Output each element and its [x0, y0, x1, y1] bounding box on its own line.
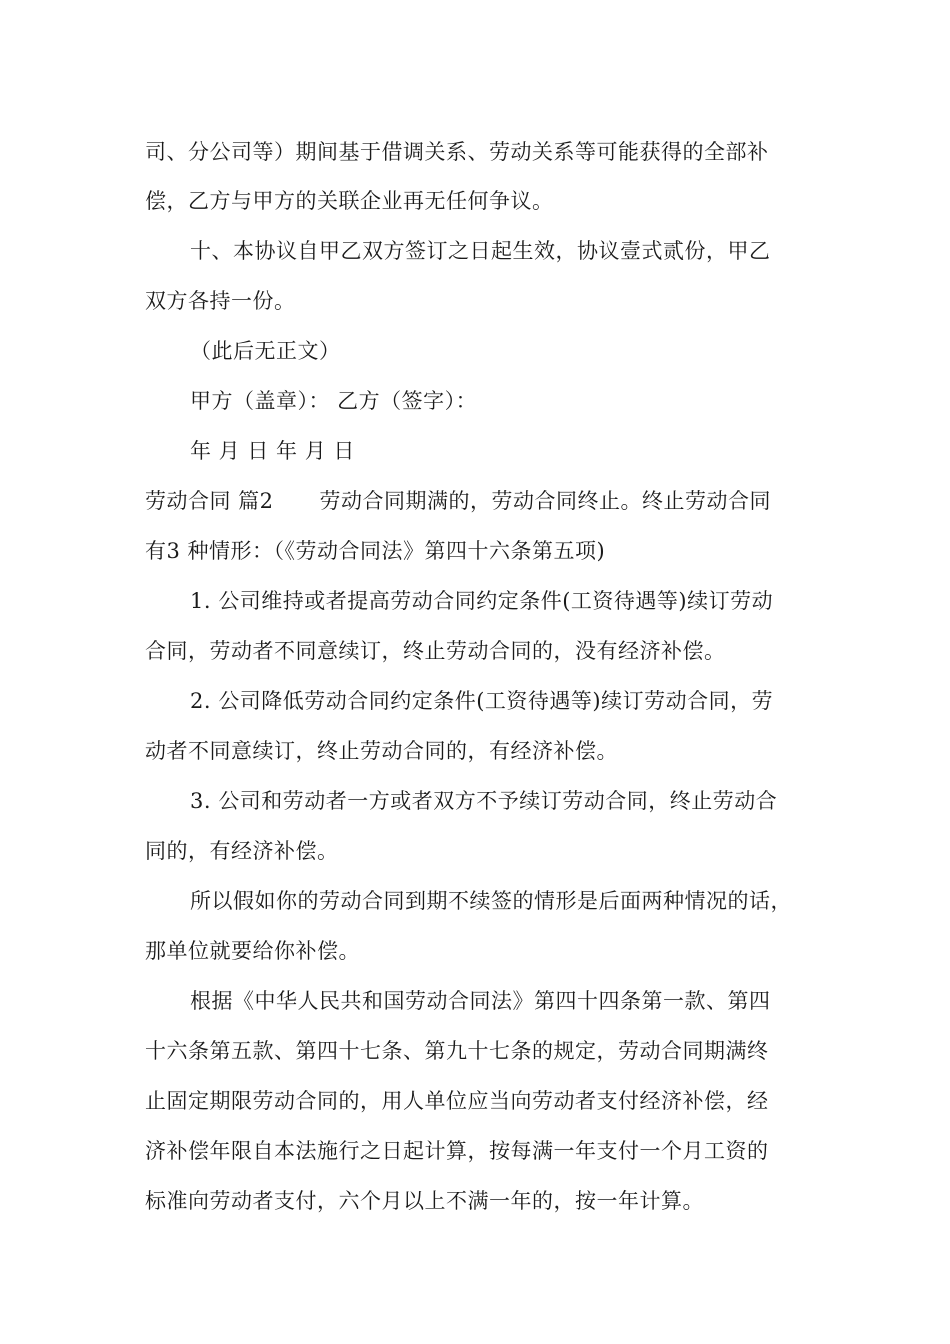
- paragraph-line: 所以假如你的劳动合同到期不续签的情形是后面两种情况的话，: [190, 889, 792, 913]
- paragraph-line: 偿，乙方与甲方的关联企业再无任何争议。: [145, 189, 554, 213]
- paragraph-line: 十六条第五款、第四十七条、第九十七条的规定，劳动合同期满终: [145, 1039, 769, 1063]
- list-item-1: 1. 公司维持或者提高劳动合同约定条件(工资待遇等)续订劳动: [190, 589, 774, 613]
- paragraph-line: 动者不同意续订，终止劳动合同的，有经济补偿。: [145, 739, 618, 763]
- paragraph-line: （此后无正文）: [190, 339, 341, 363]
- paragraph-line: 双方各持一份。: [145, 289, 296, 313]
- paragraph-line: 十、本协议自甲乙双方签订之日起生效，协议壹式贰份，甲乙: [190, 239, 771, 263]
- signature-line: 甲方（盖章）： 乙方（签字）：: [190, 389, 478, 413]
- paragraph-line: 那单位就要给你补偿。: [145, 939, 360, 963]
- list-item-2: 2. 公司降低劳动合同约定条件(工资待遇等)续订劳动合同，劳: [190, 689, 774, 713]
- paragraph-line: 合同，劳动者不同意续订，终止劳动合同的，没有经济补偿。: [145, 639, 726, 663]
- paragraph-line: 司、分公司等）期间基于借调关系、劳动关系等可能获得的全部补: [145, 140, 769, 164]
- section-first-line: 劳动合同期满的，劳动合同终止。终止劳动合同: [319, 489, 772, 513]
- paragraph-line: 同的，有经济补偿。: [145, 839, 339, 863]
- paragraph-line: 标准向劳动者支付，六个月以上不满一年的，按一年计算。: [145, 1189, 704, 1213]
- paragraph-line: 济补偿年限自本法施行之日起计算，按每满一年支付一个月工资的: [145, 1139, 769, 1163]
- list-item-3: 3. 公司和劳动者一方或者双方不予续订劳动合同，终止劳动合: [190, 789, 778, 813]
- paragraph-line: 有3 种情形：（《劳动合同法》第四十六条第五项): [145, 539, 606, 563]
- paragraph-line: 根据《中华人民共和国劳动合同法》第四十四条第一款、第四: [190, 989, 771, 1013]
- section-heading: 劳动合同 篇2: [145, 489, 274, 513]
- date-line: 年 月 日 年 月 日: [190, 439, 355, 463]
- section-heading-line: [145, 486, 771, 516]
- paragraph-line: 止固定期限劳动合同的，用人单位应当向劳动者支付经济补偿，经: [145, 1089, 769, 1113]
